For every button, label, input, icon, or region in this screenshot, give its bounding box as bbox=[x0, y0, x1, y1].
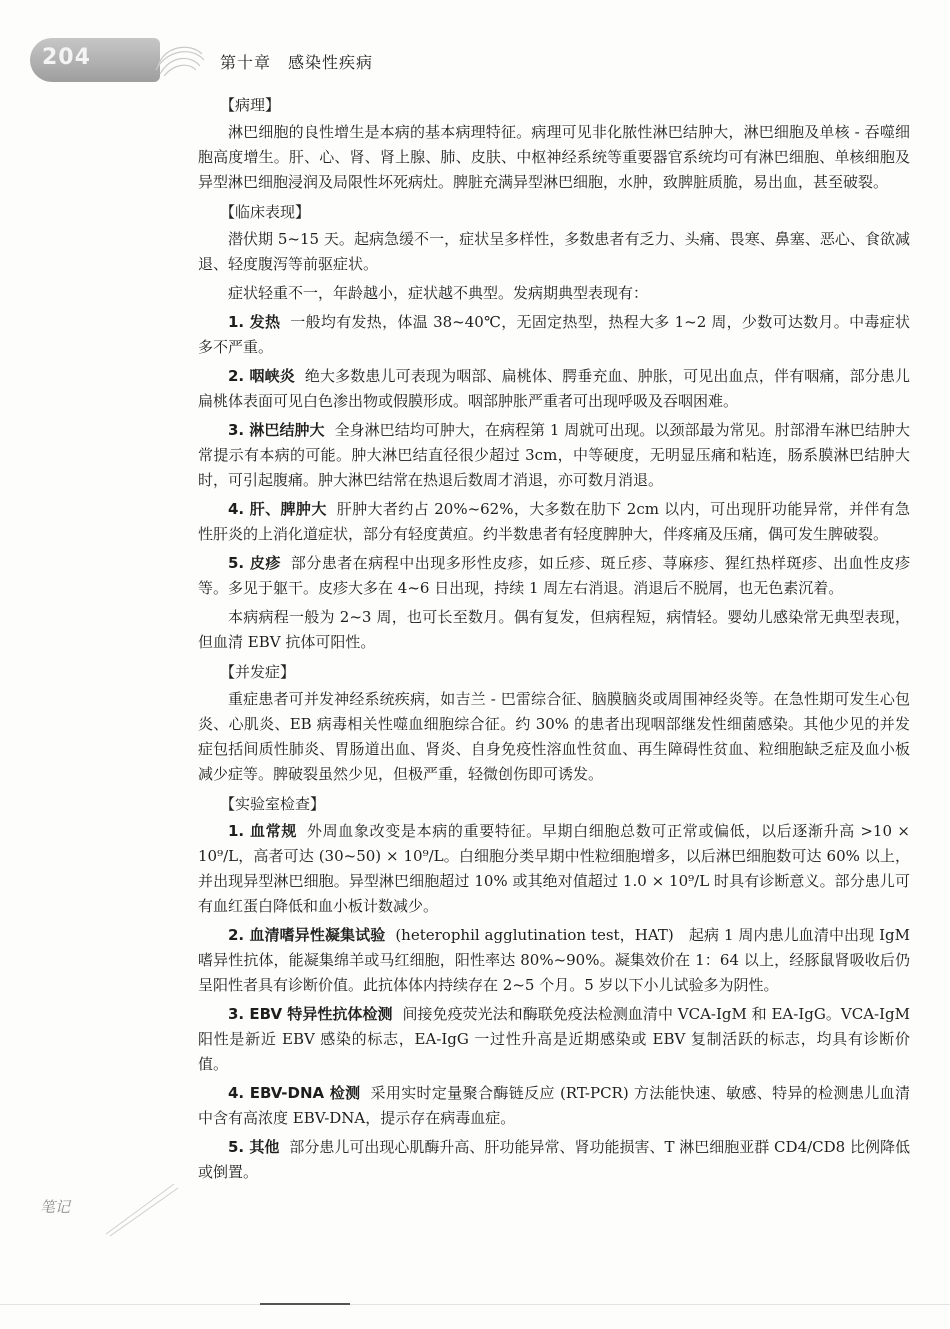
page-number: 204 bbox=[42, 45, 91, 70]
decorative-swirl-icon bbox=[150, 36, 210, 84]
clinical-outro-paragraph: 本病病程一般为 2~3 周，也可长至数月。偶有复发，但病程短，病情轻。婴幼儿感染常无典型表现，但血清 EBV 抗体可阳性。 bbox=[198, 608, 910, 651]
item-text: 一般均有发热，体温 38~40℃，无固定热型，热程大多 1~2 周，少数可达数月。中毒症状多不严重。 bbox=[198, 313, 910, 356]
pen-sketch-icon bbox=[100, 1180, 180, 1240]
bottom-edge-line bbox=[0, 1304, 950, 1305]
item-text: 采用实时定量聚合酶链反应 (RT-PCR) 方法能快速、敏感、特异的检测患儿血清中含有高浓度 EBV-DNA，提示存在病毒血症。 bbox=[198, 1084, 910, 1127]
item-text: 间接免疫荧光法和酶联免疫法检测血清中 VCA-IgM 和 EA-IgG。VCA-IgM 阳性是新近 EBV 感染的标志，EA-IgG 一过性升高是近期感染或 EBV 复制活跃的标志，均具有诊断价值。 bbox=[198, 1005, 910, 1073]
item-title: 5. 皮疹 bbox=[228, 554, 281, 572]
item-text: 外周血象改变是本病的重要特征。早期白细胞总数可正常或偏低，以后逐渐升高 >10 × 10⁹/L，高者可达 (30~50) × 10⁹/L。白细胞分类早期中性粒细胞增多，以后淋巴细胞数可达 60% 以上，并出现异型淋巴细胞。异型淋巴细胞超过 10% 或其绝对值超过 1.0 × 10⁹/L 时具有诊断意义。部分患儿可有血红蛋白降低和血小板计数减少。 bbox=[198, 822, 911, 915]
item-text: 绝大多数患儿可表现为咽部、扁桃体、腭垂充血、肿胀，可见出血点，伴有咽痛，部分患儿扁桃体表面可见白色渗出物或假膜形成。咽部肿胀严重者可出现呼吸及吞咽困难。 bbox=[198, 367, 910, 410]
section-heading-lab: 【实验室检查】 bbox=[220, 795, 326, 813]
item-title: 4. EBV-DNA 检测 bbox=[228, 1084, 361, 1102]
complications-paragraph: 重症患者可并发神经系统疾病，如吉兰 - 巴雷综合征、脑膜脑炎或周围神经炎等。在急性期可发生心包炎、心肌炎、EB 病毒相关性噬血细胞综合征。约 30% 的患者出现咽部继发性细菌感染。其他少见的并发症包括间质性肺炎、胃肠道出血、肾炎、自身免疫性溶血性贫血、再生障碍性贫血、粒细胞缺乏症及血小板减少症等。脾破裂虽然少见，但极严重，轻微创伤即可诱发。 bbox=[198, 690, 910, 783]
margin-notes-label: 笔记 bbox=[40, 1198, 71, 1216]
lab-item-blood-routine bbox=[198, 819, 910, 919]
pathology-paragraph: 淋巴细胞的良性增生是本病的基本病理特征。病理可见非化脓性淋巴结肿大，淋巴细胞及单核 - 吞噬细胞高度增生。肝、心、肾、肾上腺、肺、皮肤、中枢神经系统等重要器官系统均可有淋巴细胞、单核细胞及异型淋巴细胞浸润及局限性坏死病灶。脾脏充满异型淋巴细胞，水肿，致脾脏质脆，易出血，甚至破裂。 bbox=[198, 123, 910, 191]
lab-item-ebv-antibody bbox=[198, 1002, 910, 1077]
item-text: 部分患儿可出现心肌酶升高、肝功能异常、肾功能损害、T 淋巴细胞亚群 CD4/CD8 比例降低或倒置。 bbox=[198, 1138, 910, 1181]
clinical-intro-paragraph-2: 症状轻重不一，年龄越小，症状越不典型。发病期典型表现有： bbox=[228, 284, 649, 302]
lab-item-heterophil-test bbox=[198, 923, 910, 998]
item-title: 3. 淋巴结肿大 bbox=[228, 421, 325, 439]
clinical-item-pharyngitis bbox=[198, 364, 910, 414]
section-heading-clinical: 【临床表现】 bbox=[220, 203, 311, 221]
item-title: 1. 发热 bbox=[228, 313, 281, 331]
item-title: 1. 血常规 bbox=[228, 822, 297, 840]
page-content bbox=[198, 92, 910, 1189]
lab-item-other bbox=[198, 1135, 910, 1185]
item-title: 3. EBV 特异性抗体检测 bbox=[228, 1005, 393, 1023]
clinical-item-lymphadenopathy bbox=[198, 418, 910, 493]
bottom-rule bbox=[260, 1303, 350, 1305]
item-text: 部分患者在病程中出现多形性皮疹，如丘疹、斑丘疹、荨麻疹、猩红热样斑疹、出血性皮疹等。多见于躯干。皮疹大多在 4~6 日出现，持续 1 周左右消退。消退后不脱屑，也无色素沉着。 bbox=[198, 554, 910, 597]
item-title: 5. 其他 bbox=[228, 1138, 280, 1156]
section-heading-complications: 【并发症】 bbox=[220, 663, 296, 681]
chapter-title: 第十章 感染性疾病 bbox=[220, 53, 374, 72]
item-title: 4. 肝、脾肿大 bbox=[228, 500, 327, 518]
lab-item-ebv-dna bbox=[198, 1081, 910, 1131]
item-title: 2. 咽峡炎 bbox=[228, 367, 295, 385]
clinical-item-rash bbox=[198, 551, 910, 601]
item-text: 肝肿大者约占 20%~62%，大多数在肋下 2cm 以内，可出现肝功能异常，并伴有急性肝炎的上消化道症状，部分有轻度黄疸。约半数患者有轻度脾肿大，伴疼痛及压痛，偶可发生脾破裂。 bbox=[198, 500, 910, 543]
section-heading-pathology: 【病理】 bbox=[220, 96, 281, 114]
clinical-item-fever bbox=[198, 310, 910, 360]
clinical-intro-paragraph: 潜伏期 5~15 天。起病急缓不一，症状呈多样性，多数患者有乏力、头痛、畏寒、鼻塞、恶心、食欲减退、轻度腹泻等前驱症状。 bbox=[198, 230, 910, 273]
item-text: 全身淋巴结均可肿大，在病程第 1 周就可出现。以颈部最为常见。肘部滑车淋巴结肿大常提示有本病的可能。肿大淋巴结直径很少超过 3cm，中等硬度，无明显压痛和粘连，肠系膜淋巴结肿大时，可引起腹痛。肿大淋巴结常在热退后数周才消退，亦可数月消退。 bbox=[198, 421, 910, 489]
item-text: (heterophil agglutination test，HAT) 起病 1 周内患儿血清中出现 IgM 嗜异性抗体，能凝集绵羊或马红细胞，阳性率达 80%~90%。凝集效价在 1：64 以上，经豚鼠肾吸收后仍呈阳性者具有诊断价值。此抗体体内持续存在 2~5 个月。5 岁以下小儿试验多为阴性。 bbox=[198, 926, 911, 994]
clinical-item-hepatosplenomegaly bbox=[198, 497, 910, 547]
item-title: 2. 血清嗜异性凝集试验 bbox=[228, 926, 386, 944]
